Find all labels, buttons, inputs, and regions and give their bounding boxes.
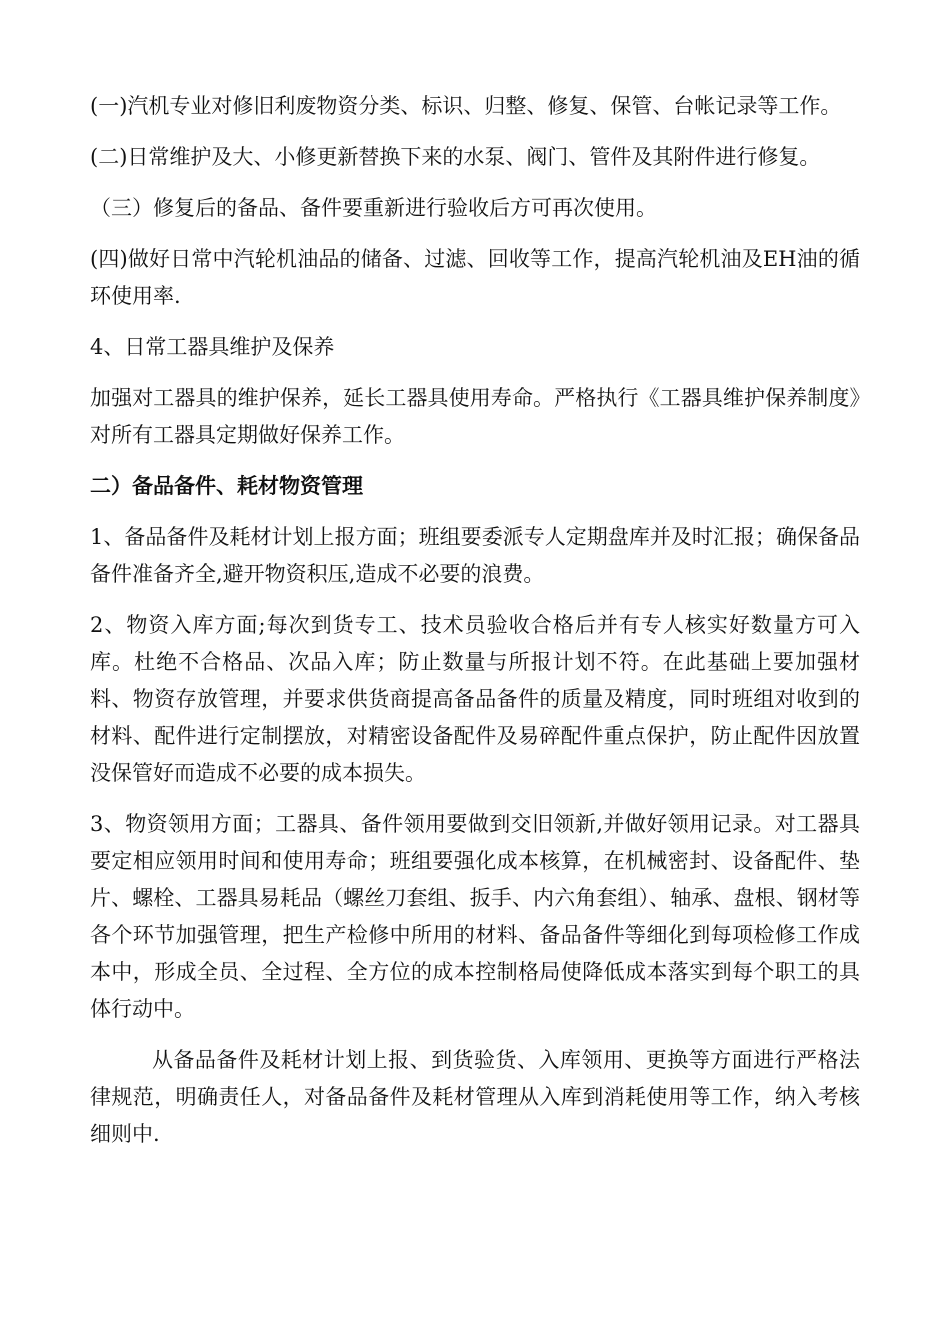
paragraph-item-3: （三）修复后的备品、备件要重新进行验收后方可再次使用。 <box>90 196 657 220</box>
paragraph-plan-report: 1、备品备件及耗材计划上报方面；班组要委派专人定期盘库并及时汇报；确保备品备件准备齐全,避开物资积压,造成不必要的浪费。 <box>90 525 860 586</box>
paragraph-item-4: (四)做好日常中汽轮机油品的储备、过滤、回收等工作，提高汽轮机油及EH油的循环使用率. <box>90 247 860 308</box>
section-heading: 二）备品备件、耗材物资管理 <box>90 474 363 498</box>
paragraph-item-1: (一)汽机专业对修旧利废物资分类、标识、归整、修复、保管、台帐记录等工作。 <box>90 94 842 118</box>
paragraph-tool-maintenance: 加强对工器具的维护保养，延长工器具使用寿命。严格执行《工器具维护保养制度》对所有工器具定期做好保养工作。 <box>90 386 860 447</box>
paragraph-requisition: 3、物资领用方面；工器具、备件领用要做到交旧领新,并做好领用记录。对工器具要定相应领用时间和使用寿命；班组要强化成本核算，在机械密封、设备配件、垫片、螺栓、工器具易耗品（螺丝刀套组、扳手、内六角套组）、轴承、盘根、钢材等各个环节加强管理，把生产检修中所用的材料、备品备件等细化到每项检修工作成本中，形成全员、全过程、全方位的成本控制格局使降低成本落实到每个职工的具体行动中。 <box>90 812 860 1021</box>
paragraph-item-2: (二)日常维护及大、小修更新替换下来的水泵、阀门、管件及其附件进行修复。 <box>90 145 821 169</box>
paragraph-summary: 从备品备件及耗材计划上报、到货验货、入库领用、更换等方面进行严格法律规范，明确责任人，对备品备件及耗材管理从入库到消耗使用等工作，纳入考核细则中. <box>90 1048 860 1146</box>
paragraph-warehousing: 2、物资入库方面;每次到货专工、技术员验收合格后并有专人核实好数量方可入库。杜绝不合格品、次品入库；防止数量与所报计划不符。在此基础上要加强材料、物资存放管理，并要求供货商提高备品备件的质量及精度，同时班组对收到的材料、配件进行定制摆放，对精密设备配件及易碎配件重点保护，防止配件因放置没保管好而造成不必要的成本损失。 <box>90 613 860 785</box>
document-page <box>90 88 860 1167</box>
subsection-title: 4、日常工器具维护及保养 <box>90 335 335 359</box>
